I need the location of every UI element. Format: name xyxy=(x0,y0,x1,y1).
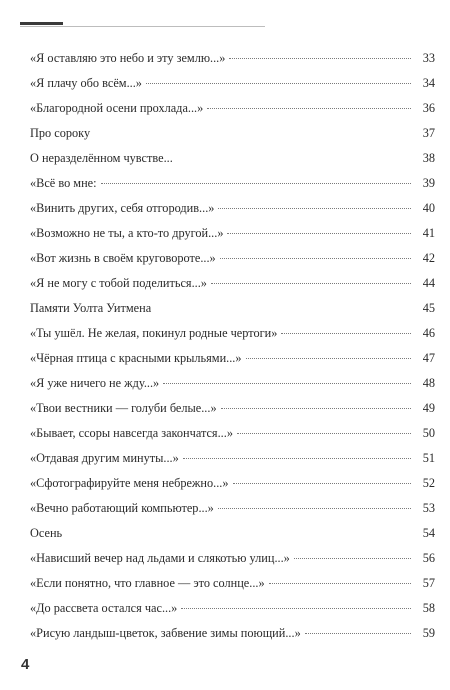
toc-entry-title: «Вечно работающий компьютер...» xyxy=(30,501,214,515)
toc-entry-title: «Я плачу обо всём...» xyxy=(30,76,142,90)
toc-entry-page: 38 xyxy=(422,151,435,165)
toc-entry-page: 41 xyxy=(422,226,435,240)
toc-leader-dots xyxy=(233,483,411,484)
toc-leader-dots xyxy=(94,133,411,134)
page-number: 4 xyxy=(21,656,30,673)
toc-entry[interactable] xyxy=(30,446,435,471)
toc-entry[interactable] xyxy=(30,171,435,196)
toc-entry[interactable] xyxy=(30,596,435,621)
toc-entry-page: 53 xyxy=(422,501,435,515)
toc-entry[interactable] xyxy=(30,371,435,396)
table-of-contents xyxy=(30,46,435,646)
header-rule-thin xyxy=(20,26,265,27)
toc-leader-dots xyxy=(101,183,411,184)
toc-entry[interactable] xyxy=(30,271,435,296)
toc-leader-dots xyxy=(177,158,411,159)
toc-entry[interactable] xyxy=(30,121,435,146)
toc-leader-dots xyxy=(237,433,411,434)
toc-leader-dots xyxy=(163,383,411,384)
toc-entry-title: «Отдавая другим минуты...» xyxy=(30,451,179,465)
toc-leader-dots xyxy=(155,308,411,309)
toc-entry-title: «До рассвета остался час...» xyxy=(30,601,178,615)
toc-entry[interactable] xyxy=(30,321,435,346)
toc-leader-dots xyxy=(220,258,411,259)
toc-leader-dots xyxy=(181,608,411,609)
toc-entry-title: Осень xyxy=(30,526,63,540)
toc-entry-title: «Нависший вечер над льдами и слякотью улиц...» xyxy=(30,551,290,565)
toc-entry[interactable] xyxy=(30,221,435,246)
toc-entry-page: 50 xyxy=(422,426,435,440)
toc-leader-dots xyxy=(146,83,411,84)
toc-entry-page: 33 xyxy=(422,51,435,65)
toc-entry-title: «Чёрная птица с красными крыльями...» xyxy=(30,351,242,365)
toc-entry-title: «Твои вестники — голуби белые...» xyxy=(30,401,217,415)
toc-entry-page: 59 xyxy=(422,626,435,640)
toc-entry[interactable] xyxy=(30,96,435,121)
toc-leader-dots xyxy=(269,583,411,584)
toc-entry-page: 56 xyxy=(422,551,435,565)
toc-entry-page: 47 xyxy=(422,351,435,365)
toc-entry[interactable] xyxy=(30,146,435,171)
toc-entry-title: «Я оставляю это небо и эту землю...» xyxy=(30,51,226,65)
toc-entry-page: 34 xyxy=(422,76,435,90)
toc-entry-page: 54 xyxy=(422,526,435,540)
toc-entry[interactable] xyxy=(30,196,435,221)
toc-entry-title: «Я уже ничего не жду...» xyxy=(30,376,160,390)
toc-entry-page: 51 xyxy=(422,451,435,465)
toc-entry[interactable] xyxy=(30,471,435,496)
toc-entry-page: 46 xyxy=(422,326,435,340)
toc-leader-dots xyxy=(229,58,411,59)
toc-entry-title: «Ты ушёл. Не желая, покинул родные чертоги» xyxy=(30,326,278,340)
toc-entry[interactable] xyxy=(30,421,435,446)
toc-leader-dots xyxy=(305,633,411,634)
toc-entry-page: 52 xyxy=(422,476,435,490)
toc-entry[interactable] xyxy=(30,496,435,521)
toc-leader-dots xyxy=(211,283,411,284)
toc-entry-title: Про сороку xyxy=(30,126,91,140)
toc-entry-title: Памяти Уолта Уитмена xyxy=(30,301,152,315)
toc-entry-title: «Благородной осени прохлада...» xyxy=(30,101,204,115)
toc-entry-page: 40 xyxy=(422,201,435,215)
toc-entry[interactable] xyxy=(30,71,435,96)
toc-leader-dots xyxy=(227,233,411,234)
toc-leader-dots xyxy=(281,333,411,334)
toc-entry-page: 42 xyxy=(422,251,435,265)
toc-entry-page: 37 xyxy=(422,126,435,140)
toc-leader-dots xyxy=(246,358,411,359)
toc-entry[interactable] xyxy=(30,396,435,421)
toc-entry[interactable] xyxy=(30,346,435,371)
toc-entry-title: «Рисую ландыш-цветок, забвение зимы поющий...» xyxy=(30,626,301,640)
toc-entry[interactable] xyxy=(30,621,435,646)
toc-entry-title: «Возможно не ты, а кто-то другой...» xyxy=(30,226,224,240)
toc-leader-dots xyxy=(207,108,411,109)
toc-leader-dots xyxy=(221,408,411,409)
toc-entry-title: «Всё во мне: xyxy=(30,176,97,190)
toc-entry[interactable] xyxy=(30,296,435,321)
toc-entry-title: «Если понятно, что главное — это солнце...» xyxy=(30,576,265,590)
toc-entry[interactable] xyxy=(30,546,435,571)
toc-leader-dots xyxy=(183,458,411,459)
toc-entry-title: «Бывает, ссоры навсегда закончатся...» xyxy=(30,426,233,440)
toc-leader-dots xyxy=(294,558,411,559)
toc-entry-title: «Я не могу с тобой поделиться...» xyxy=(30,276,207,290)
toc-entry-page: 36 xyxy=(422,101,435,115)
toc-leader-dots xyxy=(218,508,411,509)
toc-leader-dots xyxy=(66,533,411,534)
toc-entry-title: О неразделённом чувстве... xyxy=(30,151,173,165)
toc-entry-title: «Винить других, себя отгородив...» xyxy=(30,201,215,215)
toc-entry-title: «Вот жизнь в своём круговороте...» xyxy=(30,251,216,265)
toc-entry-page: 39 xyxy=(422,176,435,190)
toc-entry-title: «Сфотографируйте меня небрежно...» xyxy=(30,476,229,490)
toc-entry[interactable] xyxy=(30,521,435,546)
toc-leader-dots xyxy=(218,208,411,209)
toc-entry-page: 57 xyxy=(422,576,435,590)
toc-entry-page: 44 xyxy=(422,276,435,290)
toc-entry-page: 48 xyxy=(422,376,435,390)
toc-entry[interactable] xyxy=(30,46,435,71)
toc-entry[interactable] xyxy=(30,571,435,596)
toc-entry-page: 45 xyxy=(422,301,435,315)
toc-entry-page: 58 xyxy=(422,601,435,615)
toc-entry-page: 49 xyxy=(422,401,435,415)
toc-entry[interactable] xyxy=(30,246,435,271)
header-rule-bold xyxy=(20,22,63,25)
